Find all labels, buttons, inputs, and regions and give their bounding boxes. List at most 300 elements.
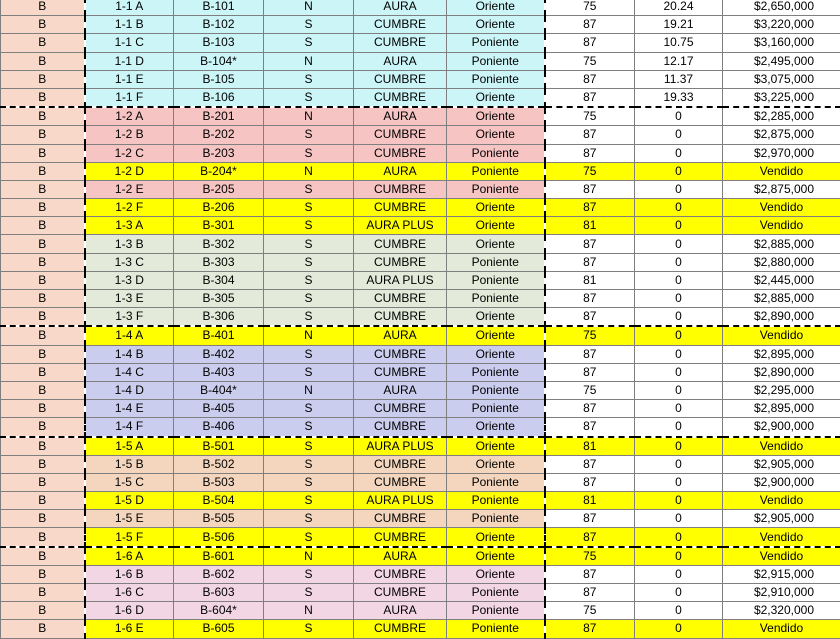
- table-row: [1, 235, 840, 253]
- price-cell: $2,320,000: [723, 602, 840, 620]
- area-cell: 87: [545, 455, 635, 473]
- orientation-cell: S: [264, 565, 354, 583]
- orientation-cell: S: [264, 235, 354, 253]
- tower-cell: B: [1, 217, 85, 235]
- model-cell: AURA PLUS: [354, 217, 447, 235]
- unit-cell: 1-2 B: [85, 126, 174, 144]
- view-cell: Poniente: [447, 620, 545, 638]
- view-cell: Poniente: [447, 381, 545, 399]
- view-cell: Oriente: [447, 0, 545, 16]
- area-cell: 87: [545, 418, 635, 437]
- code-cell: B-401: [174, 326, 264, 345]
- area-cell: 87: [545, 510, 635, 528]
- extra-cell: 10.75: [635, 34, 723, 52]
- price-cell: $2,895,000: [723, 400, 840, 418]
- table-row: [1, 107, 840, 126]
- unit-cell: 1-5 B: [85, 455, 174, 473]
- price-cell: Vendido: [723, 326, 840, 345]
- table-row: [1, 455, 840, 473]
- unit-cell: 1-1 C: [85, 34, 174, 52]
- area-cell: 75: [545, 107, 635, 126]
- extra-cell: 0: [635, 144, 723, 162]
- price-cell: $2,875,000: [723, 126, 840, 144]
- unit-cell: 1-1 D: [85, 52, 174, 70]
- table-row: [1, 0, 840, 16]
- unit-cell: 1-5 D: [85, 492, 174, 510]
- price-cell: $3,075,000: [723, 70, 840, 88]
- tower-cell: B: [1, 0, 85, 16]
- price-cell: $2,905,000: [723, 510, 840, 528]
- unit-cell: 1-3 D: [85, 271, 174, 289]
- code-cell: B-601: [174, 547, 264, 566]
- price-cell: $2,880,000: [723, 253, 840, 271]
- orientation-cell: S: [264, 290, 354, 308]
- orientation-cell: N: [264, 547, 354, 566]
- table-row: [1, 547, 840, 566]
- view-cell: Poniente: [447, 602, 545, 620]
- table-row: [1, 620, 840, 638]
- unit-cell: 1-5 E: [85, 510, 174, 528]
- view-cell: Poniente: [447, 492, 545, 510]
- area-cell: 75: [545, 602, 635, 620]
- table-row: [1, 381, 840, 399]
- table-row: [1, 492, 840, 510]
- price-cell: $2,495,000: [723, 52, 840, 70]
- model-cell: CUMBRE: [354, 455, 447, 473]
- area-cell: 75: [545, 381, 635, 399]
- tower-cell: B: [1, 70, 85, 88]
- extra-cell: 0: [635, 253, 723, 271]
- unit-cell: 1-1 F: [85, 88, 174, 107]
- extra-cell: 0: [635, 547, 723, 566]
- area-cell: 75: [545, 52, 635, 70]
- table-row: [1, 199, 840, 217]
- view-cell: Poniente: [447, 473, 545, 491]
- view-cell: Oriente: [447, 455, 545, 473]
- code-cell: B-106: [174, 88, 264, 107]
- area-cell: 87: [545, 528, 635, 547]
- unit-cell: 1-2 A: [85, 107, 174, 126]
- code-cell: B-102: [174, 16, 264, 34]
- view-cell: Oriente: [447, 16, 545, 34]
- area-cell: 87: [545, 400, 635, 418]
- price-cell: $2,895,000: [723, 345, 840, 363]
- tower-cell: B: [1, 455, 85, 473]
- tower-cell: B: [1, 620, 85, 638]
- view-cell: Poniente: [447, 34, 545, 52]
- table-row: [1, 473, 840, 491]
- price-cell: $2,285,000: [723, 107, 840, 126]
- unit-cell: 1-4 E: [85, 400, 174, 418]
- code-cell: B-304: [174, 271, 264, 289]
- model-cell: AURA: [354, 381, 447, 399]
- model-cell: CUMBRE: [354, 253, 447, 271]
- area-cell: 81: [545, 271, 635, 289]
- area-cell: 87: [545, 308, 635, 327]
- extra-cell: 0: [635, 180, 723, 198]
- orientation-cell: N: [264, 381, 354, 399]
- model-cell: CUMBRE: [354, 144, 447, 162]
- code-cell: B-602: [174, 565, 264, 583]
- price-cell: $2,650,000: [723, 0, 840, 16]
- model-cell: AURA: [354, 326, 447, 345]
- model-cell: AURA: [354, 52, 447, 70]
- table-row: [1, 180, 840, 198]
- code-cell: B-503: [174, 473, 264, 491]
- area-cell: 87: [545, 620, 635, 638]
- code-cell: B-604*: [174, 602, 264, 620]
- model-cell: AURA: [354, 162, 447, 180]
- table-row: [1, 584, 840, 602]
- model-cell: CUMBRE: [354, 126, 447, 144]
- extra-cell: 0: [635, 326, 723, 345]
- extra-cell: 0: [635, 271, 723, 289]
- unit-cell: 1-2 D: [85, 162, 174, 180]
- orientation-cell: S: [264, 217, 354, 235]
- area-cell: 87: [545, 126, 635, 144]
- tower-cell: B: [1, 602, 85, 620]
- model-cell: AURA PLUS: [354, 271, 447, 289]
- table-row: [1, 162, 840, 180]
- tower-cell: B: [1, 271, 85, 289]
- orientation-cell: S: [264, 400, 354, 418]
- area-cell: 87: [545, 16, 635, 34]
- area-cell: 87: [545, 565, 635, 583]
- price-cell: $2,890,000: [723, 363, 840, 381]
- orientation-cell: S: [264, 455, 354, 473]
- tower-cell: B: [1, 235, 85, 253]
- price-cell: Vendido: [723, 620, 840, 638]
- extra-cell: 19.33: [635, 88, 723, 107]
- model-cell: CUMBRE: [354, 363, 447, 381]
- tower-cell: B: [1, 199, 85, 217]
- extra-cell: 0: [635, 510, 723, 528]
- tower-cell: B: [1, 565, 85, 583]
- unit-cell: 1-3 E: [85, 290, 174, 308]
- code-cell: B-302: [174, 235, 264, 253]
- orientation-cell: N: [264, 0, 354, 16]
- unit-cell: 1-3 F: [85, 308, 174, 327]
- orientation-cell: S: [264, 144, 354, 162]
- unit-cell: 1-6 A: [85, 547, 174, 566]
- area-cell: 75: [545, 547, 635, 566]
- view-cell: Poniente: [447, 144, 545, 162]
- price-cell: $2,910,000: [723, 584, 840, 602]
- unit-cell: 1-6 E: [85, 620, 174, 638]
- price-cell: $2,890,000: [723, 308, 840, 327]
- model-cell: AURA: [354, 602, 447, 620]
- extra-cell: 0: [635, 492, 723, 510]
- view-cell: Oriente: [447, 235, 545, 253]
- price-cell: $2,915,000: [723, 565, 840, 583]
- price-cell: Vendido: [723, 199, 840, 217]
- model-cell: CUMBRE: [354, 528, 447, 547]
- area-cell: 87: [545, 473, 635, 491]
- code-cell: B-203: [174, 144, 264, 162]
- area-cell: 75: [545, 162, 635, 180]
- unit-cell: 1-5 C: [85, 473, 174, 491]
- tower-cell: B: [1, 253, 85, 271]
- tower-cell: B: [1, 584, 85, 602]
- extra-cell: 0: [635, 455, 723, 473]
- extra-cell: 0: [635, 620, 723, 638]
- area-cell: 87: [545, 290, 635, 308]
- orientation-cell: S: [264, 418, 354, 437]
- tower-cell: B: [1, 16, 85, 34]
- table-row: [1, 144, 840, 162]
- table-row: [1, 70, 840, 88]
- code-cell: B-603: [174, 584, 264, 602]
- table-row: [1, 253, 840, 271]
- view-cell: Poniente: [447, 52, 545, 70]
- orientation-cell: S: [264, 180, 354, 198]
- unit-cell: 1-5 F: [85, 528, 174, 547]
- unit-cell: 1-1 A: [85, 0, 174, 16]
- model-cell: CUMBRE: [354, 565, 447, 583]
- view-cell: Poniente: [447, 584, 545, 602]
- table-row: [1, 345, 840, 363]
- price-cell: $3,220,000: [723, 16, 840, 34]
- tower-cell: B: [1, 418, 85, 437]
- model-cell: CUMBRE: [354, 418, 447, 437]
- extra-cell: 0: [635, 363, 723, 381]
- view-cell: Oriente: [447, 437, 545, 456]
- model-cell: CUMBRE: [354, 199, 447, 217]
- model-cell: CUMBRE: [354, 88, 447, 107]
- extra-cell: 0: [635, 235, 723, 253]
- extra-cell: 0: [635, 199, 723, 217]
- view-cell: Oriente: [447, 547, 545, 566]
- unit-cell: 1-5 A: [85, 437, 174, 456]
- extra-cell: 0: [635, 418, 723, 437]
- orientation-cell: S: [264, 437, 354, 456]
- price-cell: $3,160,000: [723, 34, 840, 52]
- model-cell: CUMBRE: [354, 584, 447, 602]
- view-cell: Poniente: [447, 363, 545, 381]
- model-cell: CUMBRE: [354, 34, 447, 52]
- code-cell: B-204*: [174, 162, 264, 180]
- tower-cell: B: [1, 400, 85, 418]
- tower-cell: B: [1, 34, 85, 52]
- code-cell: B-403: [174, 363, 264, 381]
- unit-cell: 1-2 C: [85, 144, 174, 162]
- view-cell: Oriente: [447, 107, 545, 126]
- extra-cell: 0: [635, 437, 723, 456]
- table-row: [1, 437, 840, 456]
- area-cell: 75: [545, 326, 635, 345]
- table-row: [1, 326, 840, 345]
- orientation-cell: S: [264, 199, 354, 217]
- code-cell: B-202: [174, 126, 264, 144]
- view-cell: Oriente: [447, 308, 545, 327]
- orientation-cell: S: [264, 253, 354, 271]
- unit-cell: 1-6 C: [85, 584, 174, 602]
- area-cell: 87: [545, 70, 635, 88]
- code-cell: B-406: [174, 418, 264, 437]
- table-row: [1, 308, 840, 327]
- orientation-cell: N: [264, 107, 354, 126]
- model-cell: AURA PLUS: [354, 437, 447, 456]
- extra-cell: 0: [635, 565, 723, 583]
- table-row: [1, 52, 840, 70]
- unit-cell: 1-4 B: [85, 345, 174, 363]
- price-cell: Vendido: [723, 217, 840, 235]
- view-cell: Poniente: [447, 253, 545, 271]
- area-cell: 87: [545, 345, 635, 363]
- code-cell: B-502: [174, 455, 264, 473]
- area-cell: 87: [545, 253, 635, 271]
- extra-cell: 0: [635, 107, 723, 126]
- tower-cell: B: [1, 510, 85, 528]
- extra-cell: 0: [635, 584, 723, 602]
- price-cell: $2,905,000: [723, 455, 840, 473]
- orientation-cell: S: [264, 473, 354, 491]
- model-cell: CUMBRE: [354, 70, 447, 88]
- model-cell: CUMBRE: [354, 16, 447, 34]
- extra-cell: 0: [635, 345, 723, 363]
- orientation-cell: S: [264, 70, 354, 88]
- tower-cell: B: [1, 290, 85, 308]
- tower-cell: B: [1, 52, 85, 70]
- code-cell: B-103: [174, 34, 264, 52]
- tower-cell: B: [1, 528, 85, 547]
- view-cell: Oriente: [447, 326, 545, 345]
- view-cell: Oriente: [447, 199, 545, 217]
- table-row: [1, 271, 840, 289]
- code-cell: B-105: [174, 70, 264, 88]
- unit-cell: 1-6 B: [85, 565, 174, 583]
- orientation-cell: N: [264, 52, 354, 70]
- area-cell: 87: [545, 88, 635, 107]
- code-cell: B-206: [174, 199, 264, 217]
- area-cell: 87: [545, 235, 635, 253]
- code-cell: B-505: [174, 510, 264, 528]
- orientation-cell: S: [264, 492, 354, 510]
- area-cell: 87: [545, 363, 635, 381]
- tower-cell: B: [1, 144, 85, 162]
- table-row: [1, 363, 840, 381]
- area-cell: 87: [545, 584, 635, 602]
- view-cell: Poniente: [447, 162, 545, 180]
- orientation-cell: S: [264, 584, 354, 602]
- area-cell: 75: [545, 0, 635, 16]
- code-cell: B-303: [174, 253, 264, 271]
- table-row: [1, 16, 840, 34]
- view-cell: Oriente: [447, 345, 545, 363]
- orientation-cell: S: [264, 345, 354, 363]
- price-cell: $2,900,000: [723, 418, 840, 437]
- model-cell: CUMBRE: [354, 510, 447, 528]
- tower-cell: B: [1, 180, 85, 198]
- unit-cell: 1-4 D: [85, 381, 174, 399]
- orientation-cell: S: [264, 308, 354, 327]
- unit-cell: 1-4 F: [85, 418, 174, 437]
- table-row: [1, 510, 840, 528]
- model-cell: CUMBRE: [354, 345, 447, 363]
- view-cell: Oriente: [447, 528, 545, 547]
- orientation-cell: S: [264, 620, 354, 638]
- unit-cell: 1-4 A: [85, 326, 174, 345]
- extra-cell: 0: [635, 381, 723, 399]
- orientation-cell: N: [264, 602, 354, 620]
- extra-cell: 0: [635, 126, 723, 144]
- extra-cell: 19.21: [635, 16, 723, 34]
- view-cell: Poniente: [447, 510, 545, 528]
- price-cell: $2,445,000: [723, 271, 840, 289]
- area-cell: 81: [545, 437, 635, 456]
- price-cell: Vendido: [723, 437, 840, 456]
- code-cell: B-506: [174, 528, 264, 547]
- tower-cell: B: [1, 363, 85, 381]
- code-cell: B-104*: [174, 52, 264, 70]
- area-cell: 87: [545, 34, 635, 52]
- table-row: [1, 34, 840, 52]
- table-row: [1, 126, 840, 144]
- orientation-cell: S: [264, 363, 354, 381]
- price-cell: $2,885,000: [723, 290, 840, 308]
- tower-cell: B: [1, 345, 85, 363]
- area-cell: 81: [545, 217, 635, 235]
- price-cell: $3,225,000: [723, 88, 840, 107]
- price-cell: Vendido: [723, 547, 840, 566]
- code-cell: B-306: [174, 308, 264, 327]
- model-cell: AURA PLUS: [354, 492, 447, 510]
- table-row: [1, 418, 840, 437]
- code-cell: B-301: [174, 217, 264, 235]
- view-cell: Poniente: [447, 70, 545, 88]
- unit-cell: 1-1 E: [85, 70, 174, 88]
- view-cell: Poniente: [447, 180, 545, 198]
- model-cell: CUMBRE: [354, 400, 447, 418]
- model-cell: CUMBRE: [354, 180, 447, 198]
- code-cell: B-404*: [174, 381, 264, 399]
- orientation-cell: S: [264, 126, 354, 144]
- unit-cell: 1-3 A: [85, 217, 174, 235]
- tower-cell: B: [1, 473, 85, 491]
- code-cell: B-101: [174, 0, 264, 16]
- tower-cell: B: [1, 88, 85, 107]
- table-body: [1, 0, 840, 638]
- tower-cell: B: [1, 326, 85, 345]
- orientation-cell: S: [264, 271, 354, 289]
- tower-cell: B: [1, 381, 85, 399]
- price-cell: $2,875,000: [723, 180, 840, 198]
- code-cell: B-605: [174, 620, 264, 638]
- area-cell: 87: [545, 199, 635, 217]
- unit-cell: 1-4 C: [85, 363, 174, 381]
- price-cell: $2,885,000: [723, 235, 840, 253]
- orientation-cell: N: [264, 162, 354, 180]
- table-row: [1, 528, 840, 547]
- extra-cell: 0: [635, 528, 723, 547]
- code-cell: B-201: [174, 107, 264, 126]
- model-cell: CUMBRE: [354, 308, 447, 327]
- code-cell: B-504: [174, 492, 264, 510]
- tower-cell: B: [1, 492, 85, 510]
- model-cell: AURA: [354, 547, 447, 566]
- unit-cell: 1-6 D: [85, 602, 174, 620]
- area-cell: 87: [545, 144, 635, 162]
- extra-cell: 0: [635, 400, 723, 418]
- unit-cell: 1-2 E: [85, 180, 174, 198]
- unit-cell: 1-1 B: [85, 16, 174, 34]
- view-cell: Oriente: [447, 418, 545, 437]
- view-cell: Oriente: [447, 126, 545, 144]
- model-cell: CUMBRE: [354, 473, 447, 491]
- tower-cell: B: [1, 437, 85, 456]
- extra-cell: 0: [635, 602, 723, 620]
- orientation-cell: S: [264, 510, 354, 528]
